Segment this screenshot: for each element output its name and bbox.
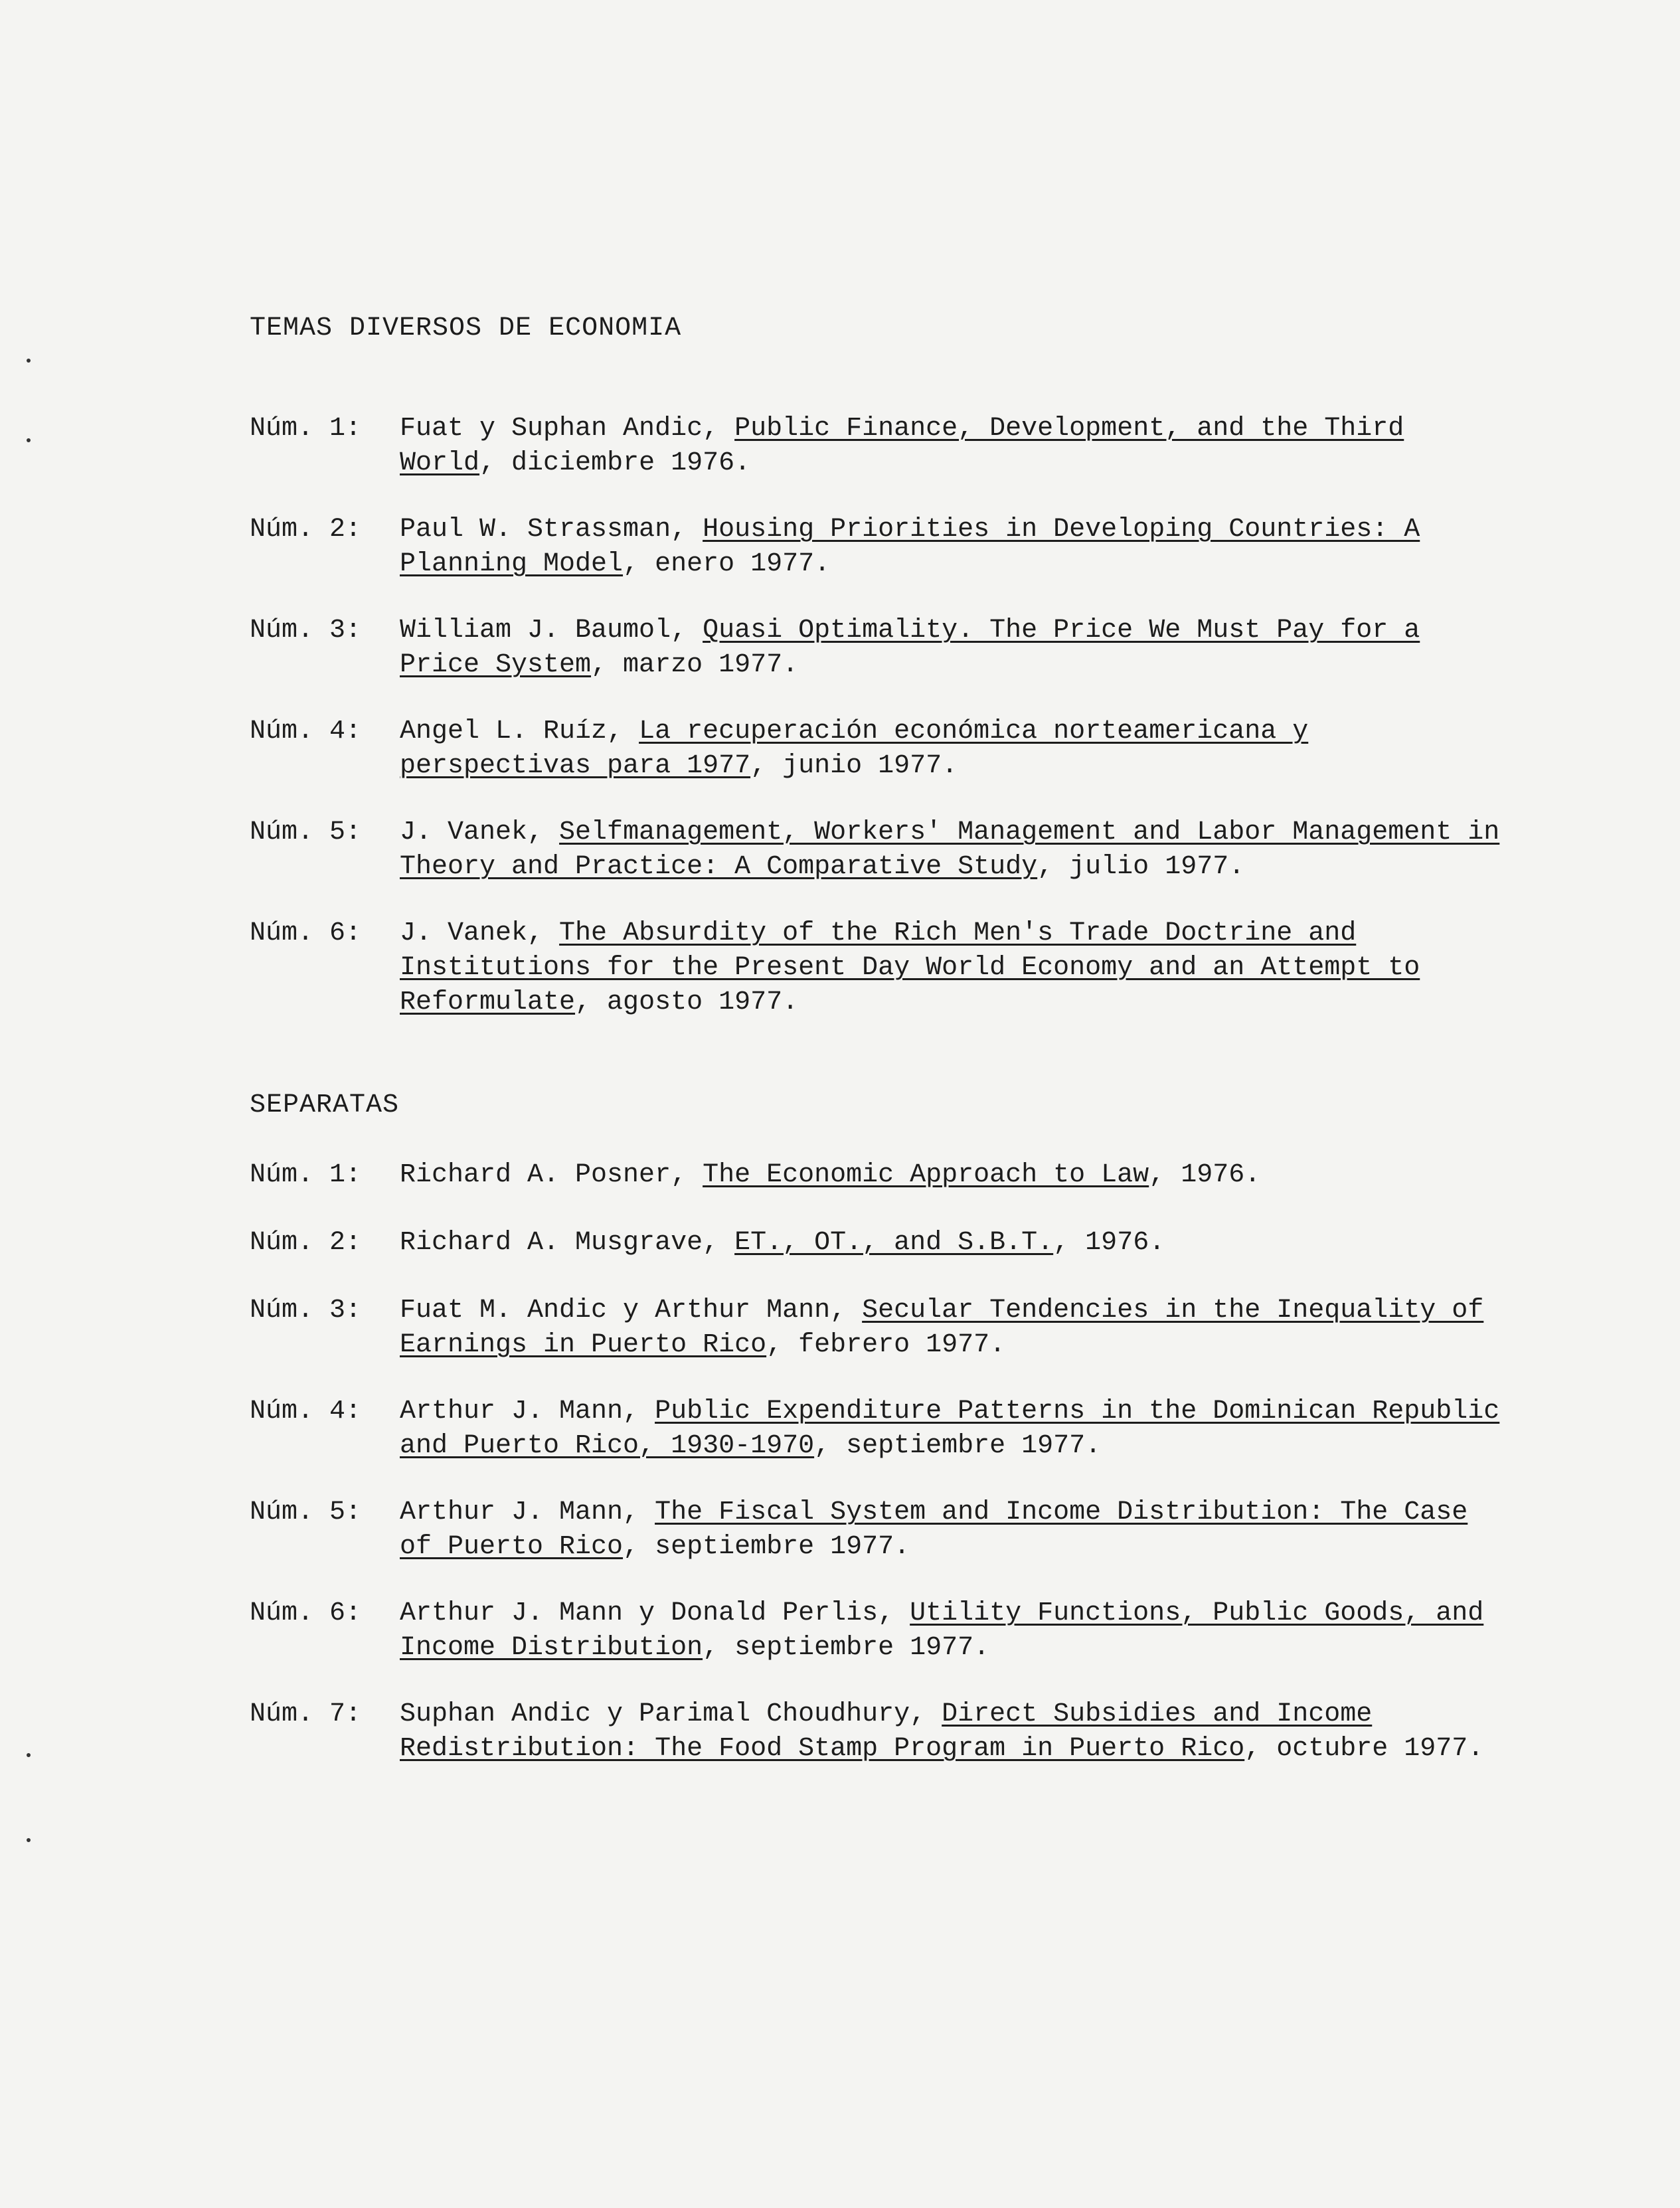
scan-speck	[27, 1838, 31, 1842]
entry-title: Selfmanagement, Workers' Management and Labor Management in Theory and Practice: A Comparative Study	[400, 817, 1500, 882]
entry-number: Núm. 5:	[250, 1497, 362, 1527]
entry-citation: William J. Baumol, Quasi Optimality. The Price We Must Pay for a Price System, marzo 1977.	[400, 616, 1420, 680]
entry-title: Public Expenditure Patterns in the Dominican Republic and Puerto Rico, 1930-1970	[400, 1397, 1500, 1461]
entry-citation: Richard A. Musgrave, ET., OT., and S.B.T., 1976.	[400, 1228, 1165, 1258]
entry-title: La recuperación económica norteamericana y perspectivas para 1977	[400, 717, 1309, 781]
entry-number: Núm. 4:	[250, 717, 362, 746]
entry-title: Quasi Optimality. The Price We Must Pay for a Price System	[400, 616, 1420, 680]
scan-speck	[27, 359, 31, 363]
scan-speck	[27, 438, 31, 442]
section-heading-separatas: SEPARATAS	[250, 1090, 400, 1120]
entry-title: Public Finance, Development, and the Third World	[400, 414, 1404, 478]
entry-number: Núm. 1:	[250, 414, 362, 444]
entry-title: The Absurdity of the Rich Men's Trade Doctrine and Institutions for the Present Day World Economy and an Attempt to Reformulate	[400, 918, 1420, 1017]
entry-number: Núm. 7:	[250, 1699, 362, 1729]
entry-title: The Fiscal System and Income Distribution: The Case of Puerto Rico	[400, 1497, 1468, 1562]
entry-title: ET., OT., and S.B.T.	[734, 1228, 1054, 1258]
entry-citation: Richard A. Posner, The Economic Approach to Law, 1976.	[400, 1160, 1261, 1190]
entry-citation: Angel L. Ruíz, La recuperación económica norteamericana y perspectivas para 1977, junio 1977.	[400, 717, 1309, 781]
entry-number: Núm. 6:	[250, 918, 362, 948]
scan-speck	[27, 1753, 31, 1757]
entry-citation: Arthur J. Mann, Public Expenditure Patterns in the Dominican Republic and Puerto Rico, 1930-1970, septiembre 1977.	[400, 1397, 1500, 1461]
entry-number: Núm. 6:	[250, 1598, 362, 1628]
entry-number: Núm. 3:	[250, 1296, 362, 1325]
entry-title: Direct Subsidies and Income Redistribution: The Food Stamp Program in Puerto Rico	[400, 1699, 1373, 1764]
entry-citation: Arthur J. Mann y Donald Perlis, Utility Functions, Public Goods, and Income Distribution, septiembre 1977.	[400, 1598, 1484, 1663]
entry-title: Secular Tendencies in the Inequality of Earnings in Puerto Rico	[400, 1296, 1484, 1360]
entry-number: Núm. 3:	[250, 616, 362, 645]
entry-number: Núm. 2:	[250, 1228, 362, 1258]
entry-number: Núm. 1:	[250, 1160, 362, 1190]
section-heading-temas: TEMAS DIVERSOS DE ECONOMIA	[250, 313, 682, 343]
entry-citation: Suphan Andic y Parimal Choudhury, Direct Subsidies and Income Redistribution: The Food Stamp Program in Puerto Rico, octubre 1977.	[400, 1699, 1484, 1764]
entry-citation: Paul W. Strassman, Housing Priorities in Developing Countries: A Planning Model, enero 1977.	[400, 515, 1420, 579]
entry-number: Núm. 5:	[250, 817, 362, 847]
entry-citation: J. Vanek, The Absurdity of the Rich Men's Trade Doctrine and Institutions for the Present Day World Economy and an Attempt to Reformulate, agosto 1977.	[400, 918, 1420, 1017]
entry-citation: Arthur J. Mann, The Fiscal System and Income Distribution: The Case of Puerto Rico, septiembre 1977.	[400, 1497, 1468, 1562]
entry-citation: J. Vanek, Selfmanagement, Workers' Management and Labor Management in Theory and Practice: A Comparative Study, julio 1977.	[400, 817, 1500, 882]
entry-citation: Fuat M. Andic y Arthur Mann, Secular Tendencies in the Inequality of Earnings in Puerto Rico, febrero 1977.	[400, 1296, 1484, 1360]
entry-title: Utility Functions, Public Goods, and Income Distribution	[400, 1598, 1484, 1663]
entry-citation: Fuat y Suphan Andic, Public Finance, Development, and the Third World, diciembre 1976.	[400, 414, 1404, 478]
entry-number: Núm. 2:	[250, 515, 362, 545]
entry-title: The Economic Approach to Law	[703, 1160, 1149, 1190]
entry-number: Núm. 4:	[250, 1397, 362, 1426]
entry-title: Housing Priorities in Developing Countries: A Planning Model	[400, 515, 1420, 579]
